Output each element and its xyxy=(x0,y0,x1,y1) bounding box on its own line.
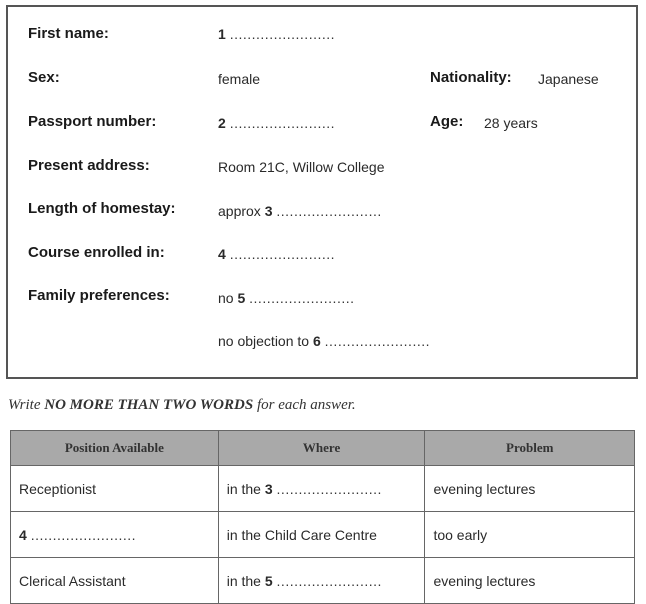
answer-blank: ........................ xyxy=(276,572,382,589)
homestay-answer[interactable] xyxy=(218,203,382,219)
course-answer[interactable] xyxy=(218,246,335,262)
sex-value: female xyxy=(218,71,261,87)
address-label: Present address: xyxy=(28,157,150,174)
family-prefix: no xyxy=(218,290,234,306)
age-value: 28 years xyxy=(484,115,538,131)
question-number: 2 xyxy=(218,115,226,131)
where-prefix: in the xyxy=(226,480,261,497)
where-prefix: in the xyxy=(226,572,261,589)
question-number: 1 xyxy=(218,26,226,42)
question-number: 5 xyxy=(237,290,246,306)
question-number: 3 xyxy=(264,203,273,219)
course-label: Course enrolled in: xyxy=(28,244,165,261)
table-row xyxy=(11,512,635,558)
question-number: 4 xyxy=(19,526,27,543)
positions-table xyxy=(10,430,635,604)
sex-label: Sex: xyxy=(28,69,60,86)
header-problem: Problem xyxy=(425,431,635,466)
instruction-prefix: Write xyxy=(8,397,41,413)
cell-position: Clerical Assistant xyxy=(11,558,219,604)
answer-blank: ........................ xyxy=(324,333,431,349)
homestay-prefix: approx xyxy=(218,203,261,219)
cell-problem: too early xyxy=(425,512,635,558)
answer-blank: ........................ xyxy=(229,26,336,42)
answer-blank: ........................ xyxy=(249,290,355,306)
question-number: 6 xyxy=(312,333,321,349)
first-name-label: First name: xyxy=(28,25,109,42)
address-value: Room 21C, Willow College xyxy=(218,159,385,175)
objection-prefix: no objection to xyxy=(218,333,310,349)
first-name-answer[interactable] xyxy=(218,26,335,42)
table-row xyxy=(11,558,635,604)
passport-answer[interactable] xyxy=(218,115,335,131)
header-position: Position Available xyxy=(11,431,219,466)
answer-blank: ........................ xyxy=(30,526,137,543)
instruction-suffix: for each answer. xyxy=(256,397,356,413)
nationality-value: Japanese xyxy=(538,71,599,87)
cell-problem: evening lectures xyxy=(425,466,635,512)
objection-answer[interactable] xyxy=(218,333,430,349)
cell-where[interactable] xyxy=(218,466,425,512)
family-label: Family preferences: xyxy=(28,287,170,304)
question-number: 5 xyxy=(264,572,273,589)
cell-position: Receptionist xyxy=(11,466,219,512)
cell-where[interactable] xyxy=(218,558,425,604)
age-label: Age: xyxy=(430,113,464,130)
instruction-text xyxy=(8,397,356,414)
cell-where: in the Child Care Centre xyxy=(218,512,425,558)
table-row xyxy=(11,466,635,512)
cell-position[interactable] xyxy=(11,512,219,558)
answer-blank: ........................ xyxy=(276,480,382,497)
table-header-row xyxy=(11,431,635,466)
homestay-label: Length of homestay: xyxy=(28,200,176,217)
answer-blank: ........................ xyxy=(229,115,336,131)
nationality-label: Nationality: xyxy=(430,69,512,86)
question-number: 4 xyxy=(218,246,226,262)
answer-blank: ........................ xyxy=(276,203,382,219)
instruction-emphasis: NO MORE THAN TWO WORDS xyxy=(44,397,254,413)
header-where: Where xyxy=(218,431,425,466)
passport-label: Passport number: xyxy=(28,113,157,130)
question-number: 3 xyxy=(264,480,273,497)
family-answer[interactable] xyxy=(218,290,355,306)
answer-blank: ........................ xyxy=(229,246,336,262)
cell-problem: evening lectures xyxy=(425,558,635,604)
form-box xyxy=(6,5,638,379)
